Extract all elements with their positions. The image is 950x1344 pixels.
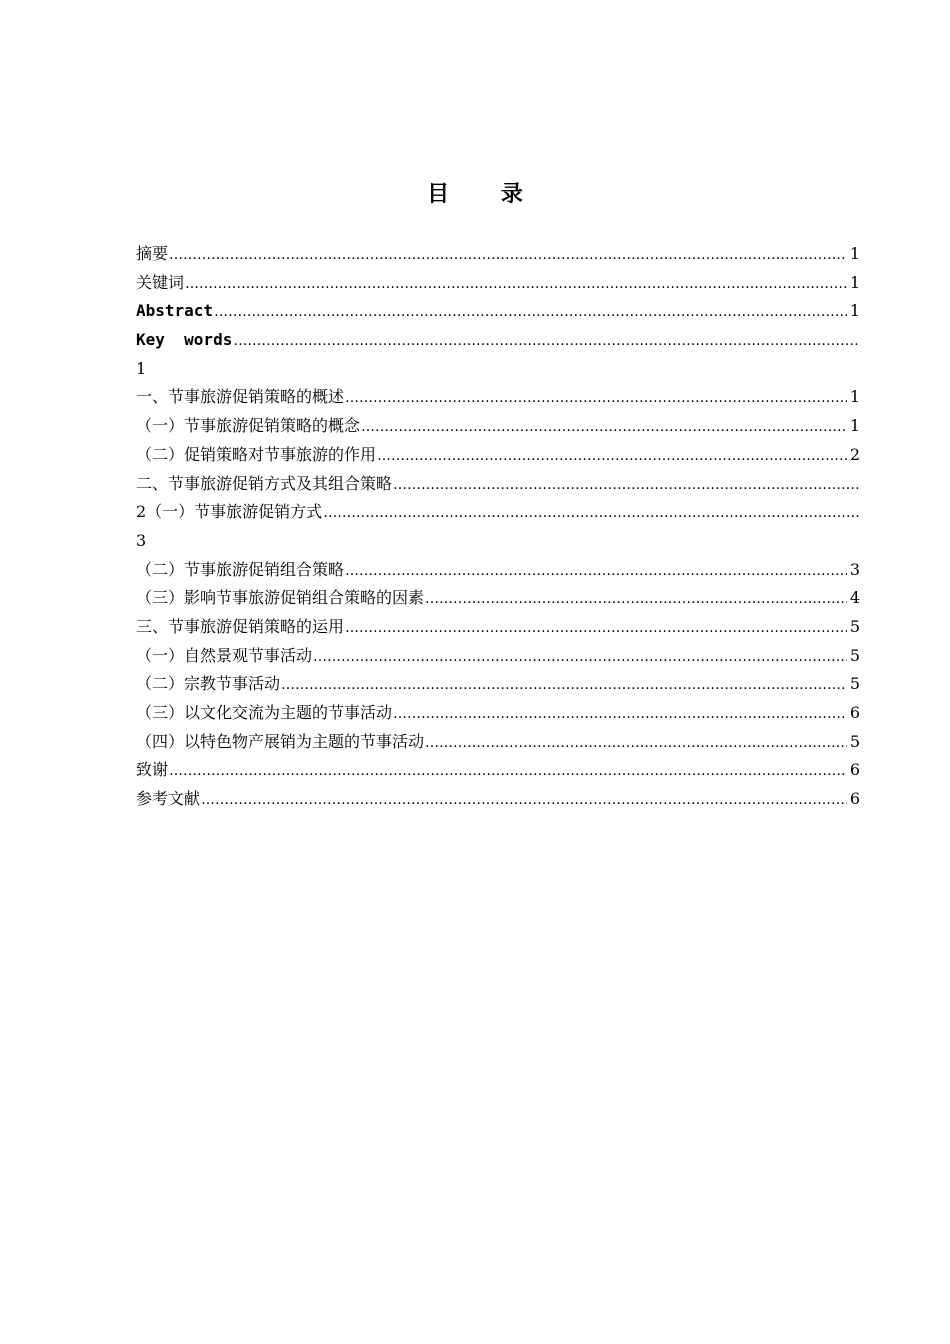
toc-entry-abstract-en[interactable]: [136, 297, 860, 326]
toc-page-number: 1: [849, 244, 860, 263]
toc-leader-dots: [425, 585, 847, 613]
toc-leader-dots: [169, 757, 847, 785]
toc-entry-label: 参考文献: [136, 789, 201, 809]
toc-page-number: 6: [849, 789, 860, 809]
toc-entry-section-3[interactable]: [136, 613, 860, 642]
toc-entry-section-1-2[interactable]: [136, 441, 860, 470]
toc-leader-dots: [393, 471, 859, 499]
toc-entry-label: 一、节事旅游促销策略的概述: [136, 387, 345, 407]
table-of-contents: [136, 240, 860, 814]
toc-entry-section-3-2[interactable]: [136, 670, 860, 699]
toc-page-number: 5: [849, 616, 860, 636]
toc-entry-label: （四）以特色物产展销为主题的节事活动: [136, 731, 425, 751]
toc-page-number: 4: [849, 588, 860, 608]
toc-page-number: 6: [849, 703, 860, 722]
toc-entry-label: （一）自然景观节事活动: [136, 645, 313, 665]
toc-entry-section-3-3[interactable]: [136, 699, 860, 728]
toc-entry-section-3-1[interactable]: [136, 642, 860, 671]
toc-entry-keywords-en[interactable]: [136, 326, 860, 355]
toc-entry-label: （二）促销策略对节事旅游的作用: [136, 444, 377, 464]
toc-entry-label: （一）节事旅游促销策略的概念: [136, 416, 361, 436]
toc-page-number: 1: [849, 272, 860, 292]
page-title: 目 录: [427, 182, 545, 207]
toc-entry-section-2[interactable]: [136, 470, 860, 499]
toc-entry-section-2-2[interactable]: [136, 556, 860, 585]
toc-leader-dots: [345, 557, 847, 585]
toc-entry-label: （二）宗教节事活动: [136, 674, 281, 694]
toc-leader-dots: [233, 327, 859, 355]
toc-leader-dots: [377, 442, 847, 470]
toc-page-number: 5: [849, 645, 860, 665]
toc-entry-references[interactable]: [136, 785, 860, 814]
toc-entry-thanks[interactable]: [136, 756, 860, 785]
toc-leader-dots: [281, 671, 847, 699]
toc-entry-label: （二）节事旅游促销组合策略: [136, 559, 345, 579]
toc-entry-section-2-3[interactable]: [136, 584, 860, 613]
toc-leader-dots: [361, 413, 847, 441]
toc-leader-dots: [345, 384, 847, 412]
toc-entry-label: 致谢: [136, 760, 169, 780]
toc-entry-label: 三、节事旅游促销策略的运用: [136, 616, 345, 636]
toc-leader-dots: [345, 614, 847, 642]
toc-leader-dots: [169, 241, 847, 269]
toc-leader-dots: [425, 729, 847, 757]
toc-leader-dots: [214, 298, 847, 326]
toc-entry-section-2-1[interactable]: [136, 498, 860, 527]
toc-leader-dots: [185, 270, 847, 298]
toc-page-number: 5: [849, 731, 860, 751]
toc-entry-label: 二、节事旅游促销方式及其组合策略: [136, 473, 393, 493]
toc-entry-label: 2（一）节事旅游促销方式: [136, 502, 323, 522]
toc-entry-label: Key words: [136, 330, 233, 350]
toc-wrapped-page-number: 1: [136, 358, 147, 378]
toc-entry-label: Abstract: [136, 301, 214, 321]
toc-page-number: 1: [849, 301, 860, 321]
toc-entry-abstract-cn[interactable]: [136, 240, 860, 269]
toc-page-number: 3: [849, 559, 860, 579]
toc-leader-dots: [393, 700, 847, 728]
toc-entry-label: （三）影响节事旅游促销组合策略的因素: [136, 588, 425, 608]
toc-leader-dots: [313, 643, 847, 671]
toc-entry-label: 摘要: [136, 244, 169, 263]
toc-entry-section-1-1[interactable]: [136, 412, 860, 441]
toc-entry-section-1[interactable]: [136, 383, 860, 412]
toc-wrapped-page-number: 3: [136, 530, 147, 550]
toc-page-number: 2: [849, 444, 860, 464]
toc-entry-label: 关键词: [136, 272, 185, 292]
toc-leader-dots: [323, 499, 859, 527]
toc-entry-section-3-4[interactable]: [136, 728, 860, 757]
toc-entry-label: （三）以文化交流为主题的节事活动: [136, 703, 393, 722]
toc-page-number: 6: [849, 760, 860, 780]
toc-page-number: 1: [849, 387, 860, 407]
toc-page-number: 1: [849, 416, 860, 436]
toc-entry-keywords-cn[interactable]: [136, 269, 860, 298]
toc-leader-dots: [201, 786, 847, 814]
toc-page-number: 5: [849, 674, 860, 694]
